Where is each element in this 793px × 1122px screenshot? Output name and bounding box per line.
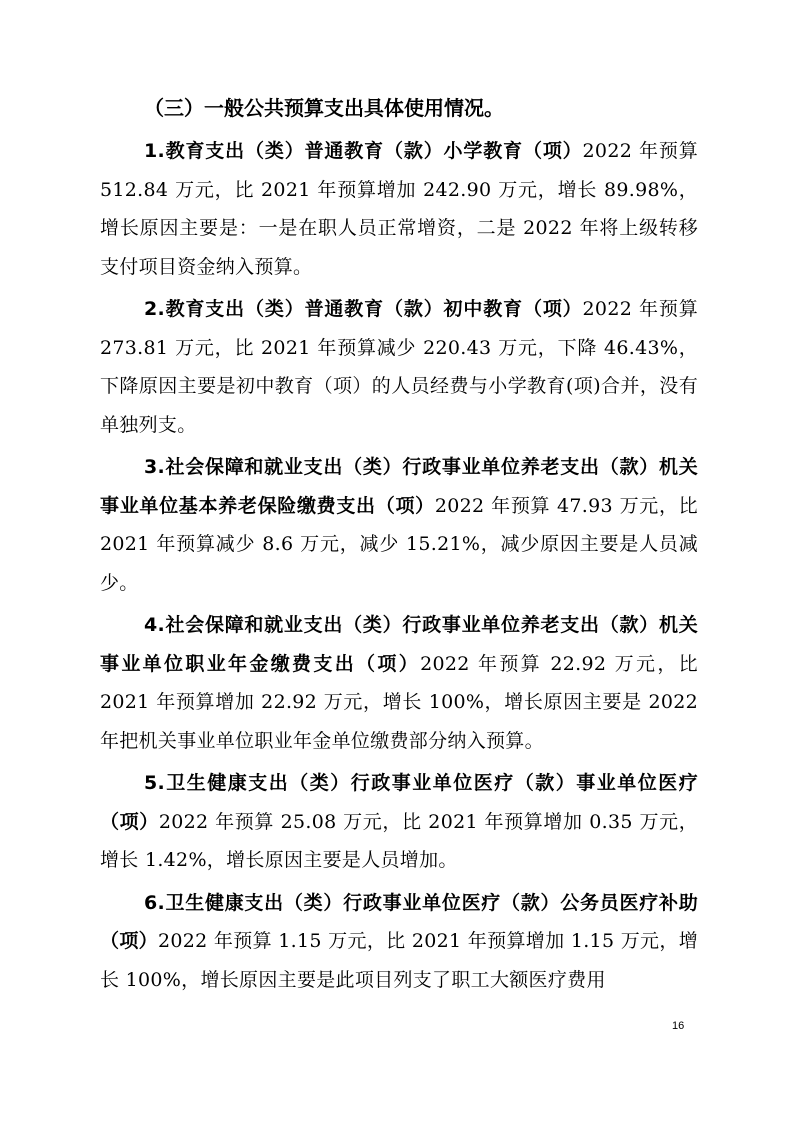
paragraph-item-4 bbox=[100, 606, 698, 760]
paragraph-item-1 bbox=[100, 132, 698, 286]
item-6-text: 2022 年预算 1.15 万元，比 2021 年预算增加 1.15 万元，增长 100%，增长原因主要是此项目列支了职工大额医疗费用 bbox=[100, 930, 698, 991]
item-6-title: 6.卫生健康支出（类）行政事业单位医疗（款）公务员医疗补助（项） bbox=[100, 891, 698, 952]
paragraph-item-2 bbox=[100, 290, 698, 444]
item-5-title: 5.卫生健康支出（类）行政事业单位医疗（款）事业单位医疗（项） bbox=[100, 772, 698, 833]
page-content bbox=[100, 88, 698, 1003]
item-2-text: 2022 年预算 273.81 万元，比 2021 年预算减少 220.43 万元，下降 46.43%，下降原因主要是初中教育（项）的人员经费与小学教育(项)合并，没有单独列支。 bbox=[100, 298, 699, 436]
item-5-text: 2022 年预算 25.08 万元，比 2021 年预算增加 0.35 万元，增长 1.42%，增长原因主要是人员增加。 bbox=[100, 810, 698, 871]
item-3-title: 3.社会保障和就业支出（类）行政事业单位养老支出（款）机关事业单位基本养老保险缴费支出（项） bbox=[100, 456, 698, 517]
section-heading: （三）一般公共预算支出具体使用情况。 bbox=[144, 96, 504, 120]
page-number: 16 bbox=[672, 1020, 685, 1032]
item-1-title: 1.教育支出（类）普通教育（款）小学教育（项） bbox=[144, 140, 583, 162]
item-3-text: 2022 年预算 47.93 万元，比 2021 年预算减少 8.6 万元，减少 15.21%，减少原因主要是人员减少。 bbox=[100, 494, 698, 594]
item-1-text: 2022 年预算 512.84 万元，比 2021 年预算增加 242.90 万元，增长 89.98%，增长原因主要是：一是在职人员正常增资，二是 2022 年将上级转移支付项目资金纳入预算。 bbox=[100, 140, 699, 278]
item-4-title: 4.社会保障和就业支出（类）行政事业单位养老支出（款）机关事业单位职业年金缴费支出（项） bbox=[100, 614, 698, 675]
paragraph-item-3 bbox=[100, 448, 698, 602]
paragraph-item-5 bbox=[100, 764, 698, 880]
item-2-title: 2.教育支出（类）普通教育（款）初中教育（项） bbox=[144, 298, 583, 320]
item-4-text: 2022 年预算 22.92 万元，比 2021 年预算增加 22.92 万元，增长 100%，增长原因主要是 2022 年把机关事业单位职业年金单位缴费部分纳入预算。 bbox=[100, 652, 698, 752]
paragraph-item-6 bbox=[100, 884, 698, 1000]
